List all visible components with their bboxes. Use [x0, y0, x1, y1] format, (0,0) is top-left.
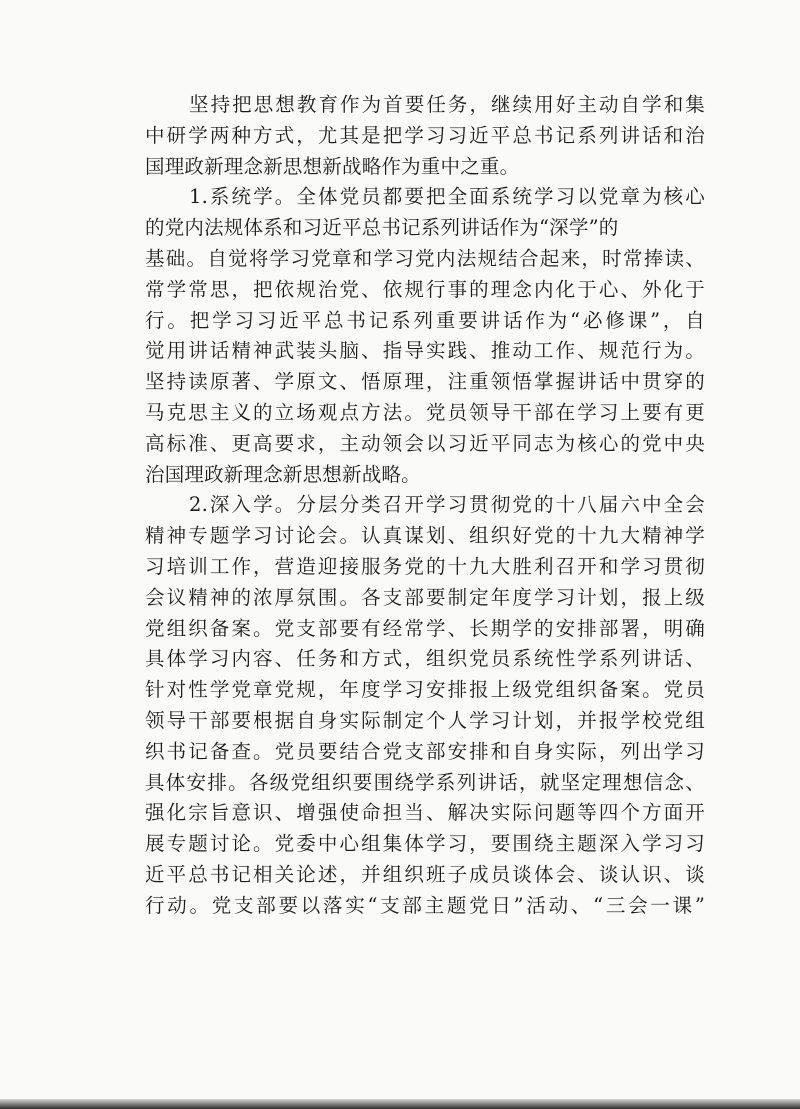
text-line: 坚持读原著、学原文、悟原理，注重领悟掌握讲话中贯穿的 [145, 370, 705, 394]
text-line: 国理政新理念新思想新战略作为重中之重。 [145, 154, 520, 178]
text-line: 具体学习内容、任务和方式，组织党员系统性学系列讲话、 [145, 647, 705, 671]
scan-bottom-edge [0, 1099, 800, 1109]
text-line: 习培训工作，营造迎接服务党的十九大胜利召开和学习贯彻 [145, 554, 705, 578]
text-line: 针对性学党章党规，年度学习安排报上级党组织备案。党员 [145, 678, 705, 702]
text-line: 常学常思，把依规治党、依规行事的理念内化于心、外化于 [145, 277, 705, 301]
text-line: 近平总书记相关论述，并组织班子成员谈体会、谈认识、谈 [145, 862, 705, 886]
text-line: 1.系统学。全体党员都要把全面系统学习以党章为核心 [189, 185, 705, 209]
text-line: 行。把学习习近平总书记系列重要讲话作为“必修课”，自 [145, 308, 705, 332]
text-line: 治国理政新理念新思想新战略。 [145, 462, 421, 486]
text-line: 强化宗旨意识、增强使命担当、解决实际问题等四个方面开 [145, 801, 705, 825]
text-line: 织书记备查。党员要结合党支部安排和自身实际，列出学习 [145, 739, 705, 763]
body-text [145, 90, 705, 922]
text-line: 中研学两种方式，尤其是把学习习近平总书记系列讲话和治 [145, 123, 705, 147]
text-line: 觉用讲话精神武装头脑、指导实践、推动工作、规范行为。 [145, 339, 705, 363]
text-line: 会议精神的浓厚氛围。各支部要制定年度学习计划，报上级 [145, 585, 705, 609]
text-line: 高标准、更高要求，主动领会以习近平同志为核心的党中央 [145, 431, 705, 455]
text-line: 精神专题学习讨论会。认真谋划、组织好党的十九大精神学 [145, 524, 705, 548]
text-line: 行动。党支部要以落实“支部主题党日”活动、“三会一课” [145, 893, 705, 917]
text-line: 基础。自觉将学习党章和学习党内法规结合起来，时常捧读、 [145, 246, 705, 270]
text-line: 党组织备案。党支部要有经常学、长期学的安排部署，明确 [145, 616, 705, 640]
text-line: 领导干部要根据自身实际制定个人学习计划，并报学校党组 [145, 708, 705, 732]
text-line: 马克思主义的立场观点方法。党员领导干部在学习上要有更 [145, 400, 705, 424]
text-line: 具体安排。各级党组织要围绕学系列讲话，就坚定理想信念、 [145, 770, 705, 794]
text-line: 2.深入学。分层分类召开学习贯彻党的十八届六中全会 [189, 493, 705, 517]
text-line: 的党内法规体系和习近平总书记系列讲话作为“深学”的 [145, 216, 619, 240]
text-line: 坚持把思想教育作为首要任务，继续用好主动自学和集 [189, 93, 705, 116]
text-line: 展专题讨论。党委中心组集体学习，要围绕主题深入学习习 [145, 832, 705, 856]
